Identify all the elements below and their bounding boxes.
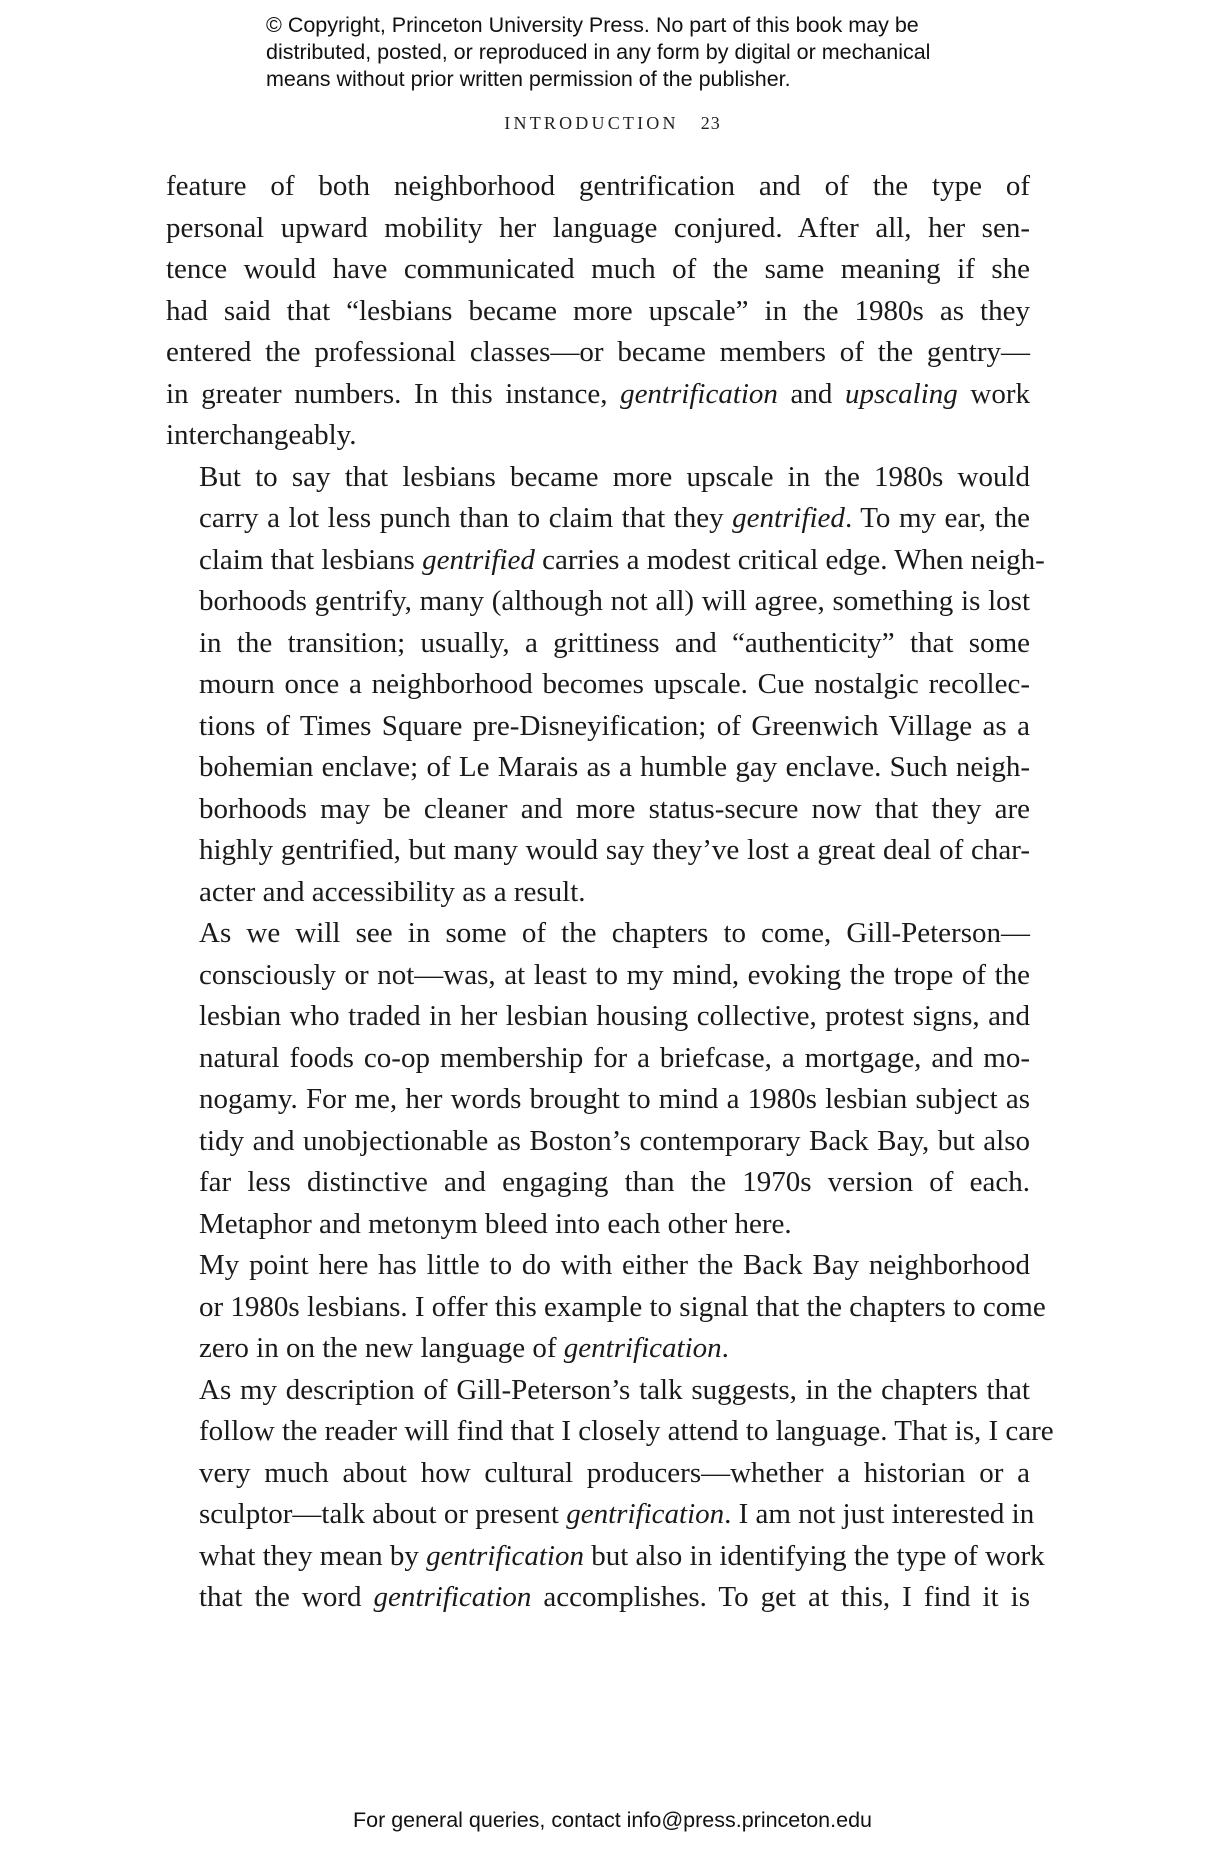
italic-term: gentrification <box>566 1498 725 1530</box>
page-number: 23 <box>700 113 721 133</box>
italic-term: gentrification <box>426 1539 584 1572</box>
paragraph <box>166 1245 1046 1370</box>
footer-contact: For general queries, contact info@press.princeton.edu <box>352 1808 872 1832</box>
text-line: tions of Times Square pre-Disneyification; of Greenwich Village as a <box>199 709 1030 742</box>
paragraph <box>166 457 1045 914</box>
text-line: feature of both neighborhood gentrification and of the type of <box>166 170 1030 202</box>
text-line: claim that lesbians gentrified carries a modest critical edge. When neigh- <box>199 543 1045 576</box>
text-line: borhoods gentrify, many (although not all) will agree, something is lost <box>199 585 1030 617</box>
text-line: As we will see in some of the chapters to come, Gill-Peterson— <box>199 917 1030 949</box>
text-line: had said that “lesbians became more upscale” in the 1980s as they <box>166 294 1030 327</box>
text-line: far less distinctive and engaging than the 1970s version of each. <box>199 1166 1030 1198</box>
running-head-title: INTRODUCTION <box>504 113 679 133</box>
text-line: interchangeably. <box>166 419 357 451</box>
text-line: My point here has little to do with either the Back Bay neighborhood <box>199 1249 1030 1281</box>
italic-term: gentrified <box>732 502 845 534</box>
text-line: But to say that lesbians became more upscale in the 1980s would <box>199 460 1030 493</box>
text-line: tence would have communicated much of the same meaning if she <box>166 253 1030 285</box>
text-line: borhoods may be cleaner and more status-secure now that they are <box>199 792 1030 825</box>
body-text <box>166 166 1054 1619</box>
text-line: Metaphor and metonym bleed into each other here. <box>199 1207 792 1240</box>
paragraph <box>166 166 1030 457</box>
text-line: natural foods co-op membership for a briefcase, a mortgage, and mo- <box>199 1041 1030 1074</box>
copyright-line: © Copyright, Princeton University Press. No part of this book may be <box>266 13 919 37</box>
text-line: what they mean by gentrification but also in identifying the type of work <box>199 1539 1045 1572</box>
text-line: zero in on the new language of gentrification. <box>199 1332 729 1364</box>
text-line: mourn once a neighborhood becomes upscale. Cue nostalgic recollec- <box>199 668 1030 700</box>
text-line: highly gentrified, but many would say they’ve lost a great deal of char- <box>199 834 1030 866</box>
paragraph <box>166 1370 1054 1619</box>
text-line: acter and accessibility as a result. <box>199 875 586 908</box>
text-line: carry a lot less punch than to claim that they gentrified. To my ear, the <box>199 502 1031 534</box>
text-line: tidy and unobjectionable as Boston’s contemporary Back Bay, but also <box>199 1124 1030 1157</box>
copyright-notice <box>266 12 1026 93</box>
text-line: bohemian enclave; of Le Marais as a humble gay enclave. Such neigh- <box>199 751 1030 783</box>
text-line: entered the professional classes—or became members of the gentry— <box>166 336 1030 368</box>
text-line: in greater numbers. In this instance, gentrification and upscaling work <box>166 377 1030 410</box>
italic-term: upscaling <box>845 377 958 410</box>
text-line: As my description of Gill-Peterson’s talk suggests, in the chapters that <box>199 1373 1030 1406</box>
text-line: that the word gentrification accomplishes. To get at this, I find it is <box>199 1581 1030 1613</box>
italic-term: gentrification <box>620 377 778 410</box>
text-line: in the transition; usually, a grittiness and “authenticity” that some <box>199 626 1030 659</box>
running-head <box>0 113 1225 134</box>
text-line: personal upward mobility her language conjured. After all, her sen- <box>166 211 1030 244</box>
italic-term: gentrified <box>422 543 535 576</box>
copyright-line: means without prior written permission of the publisher. <box>266 67 791 91</box>
text-line: nogamy. For me, her words brought to mind a 1980s lesbian subject as <box>199 1083 1030 1115</box>
paragraph <box>166 913 1030 1245</box>
text-line: or 1980s lesbians. I offer this example to signal that the chapters to come <box>199 1290 1046 1323</box>
italic-term: gentrification <box>563 1332 722 1364</box>
text-line: follow the reader will find that I closely attend to language. That is, I care <box>199 1415 1054 1447</box>
text-line: consciously or not—was, at least to my mind, evoking the trope of the <box>199 958 1030 991</box>
copyright-line: distributed, posted, or reproduced in any form by digital or mechanical <box>266 40 931 64</box>
text-line: sculptor—talk about or present gentrification. I am not just interested in <box>199 1498 1035 1530</box>
text-line: very much about how cultural producers—whether a historian or a <box>199 1456 1030 1489</box>
text-line: lesbian who traded in her lesbian housing collective, protest signs, and <box>199 1000 1030 1032</box>
italic-term: gentrification <box>373 1581 532 1613</box>
